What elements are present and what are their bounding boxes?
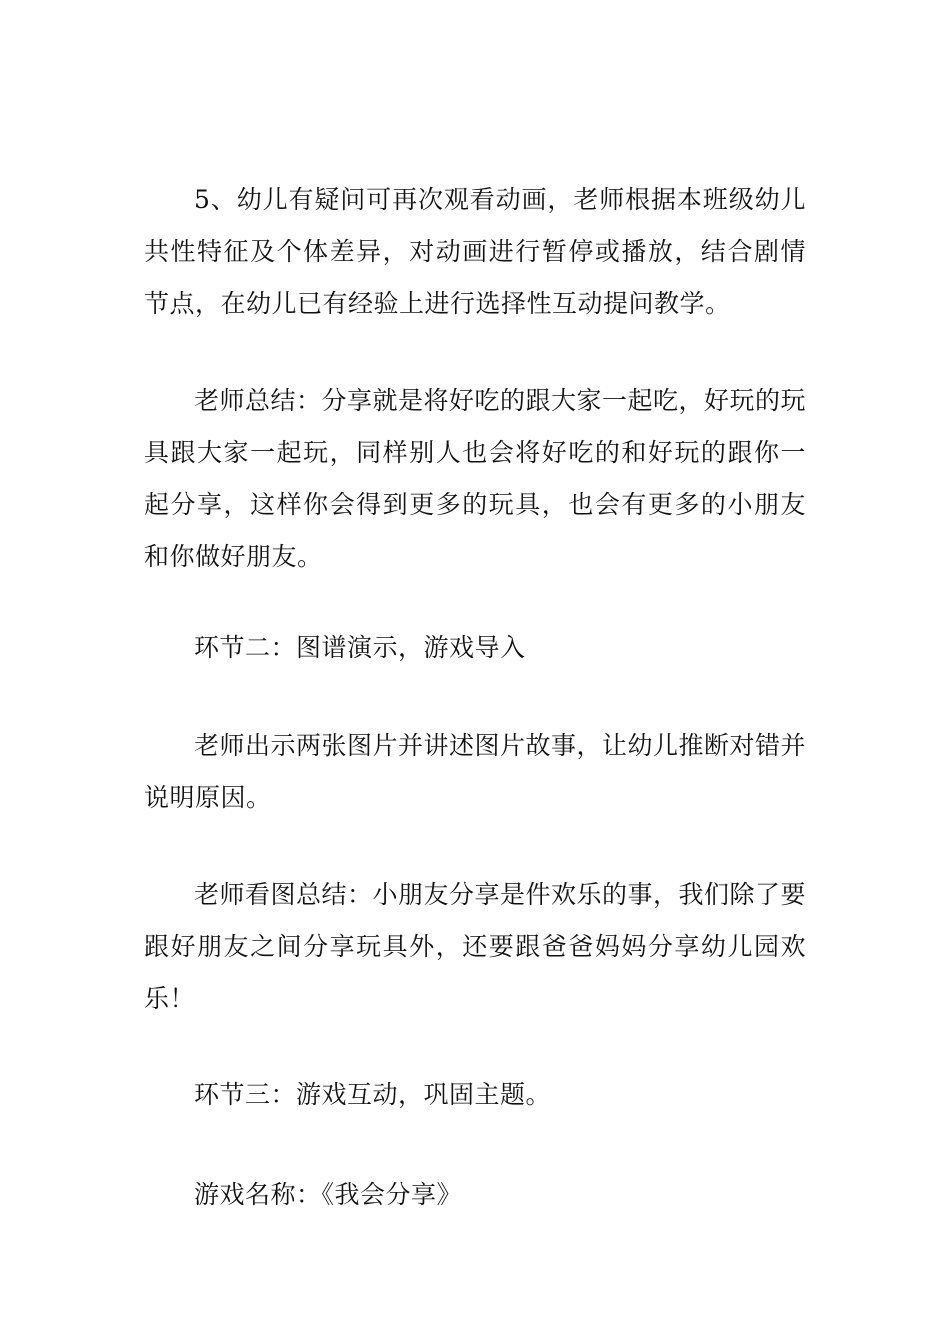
paragraph-picture-summary: 老师看图总结：小朋友分享是件欢乐的事，我们除了要跟好朋友之间分享玩具外，还要跟爸爸妈妈分享幼儿园欢乐！	[144, 880, 807, 1013]
paragraph-teacher-summary: 老师总结：分享就是将好吃的跟大家一起吃，好玩的玩具跟大家一起玩，同样别人也会将好吃的和好玩的跟你一起分享，这样你会得到更多的玩具，也会有更多的小朋友和你做好朋友。	[144, 386, 807, 571]
section-heading-stage-three: 环节三：游戏互动，巩固主题。	[194, 1080, 552, 1109]
paragraph-game-name: 游戏名称：《我会分享》	[194, 1180, 463, 1209]
section-heading-stage-two: 环节二：图谱演示，游戏导入	[194, 633, 526, 662]
paragraph-step-5: 5、幼儿有疑问可再次观看动画，老师根据本班级幼儿共性特征及个体差异，对动画进行暂停或播放，结合剧情节点，在幼儿已有经验上进行选择性互动提问教学。	[144, 185, 806, 318]
paragraph-picture-story: 老师出示两张图片并讲述图片故事，让幼儿推断对错并说明原因。	[144, 731, 807, 812]
